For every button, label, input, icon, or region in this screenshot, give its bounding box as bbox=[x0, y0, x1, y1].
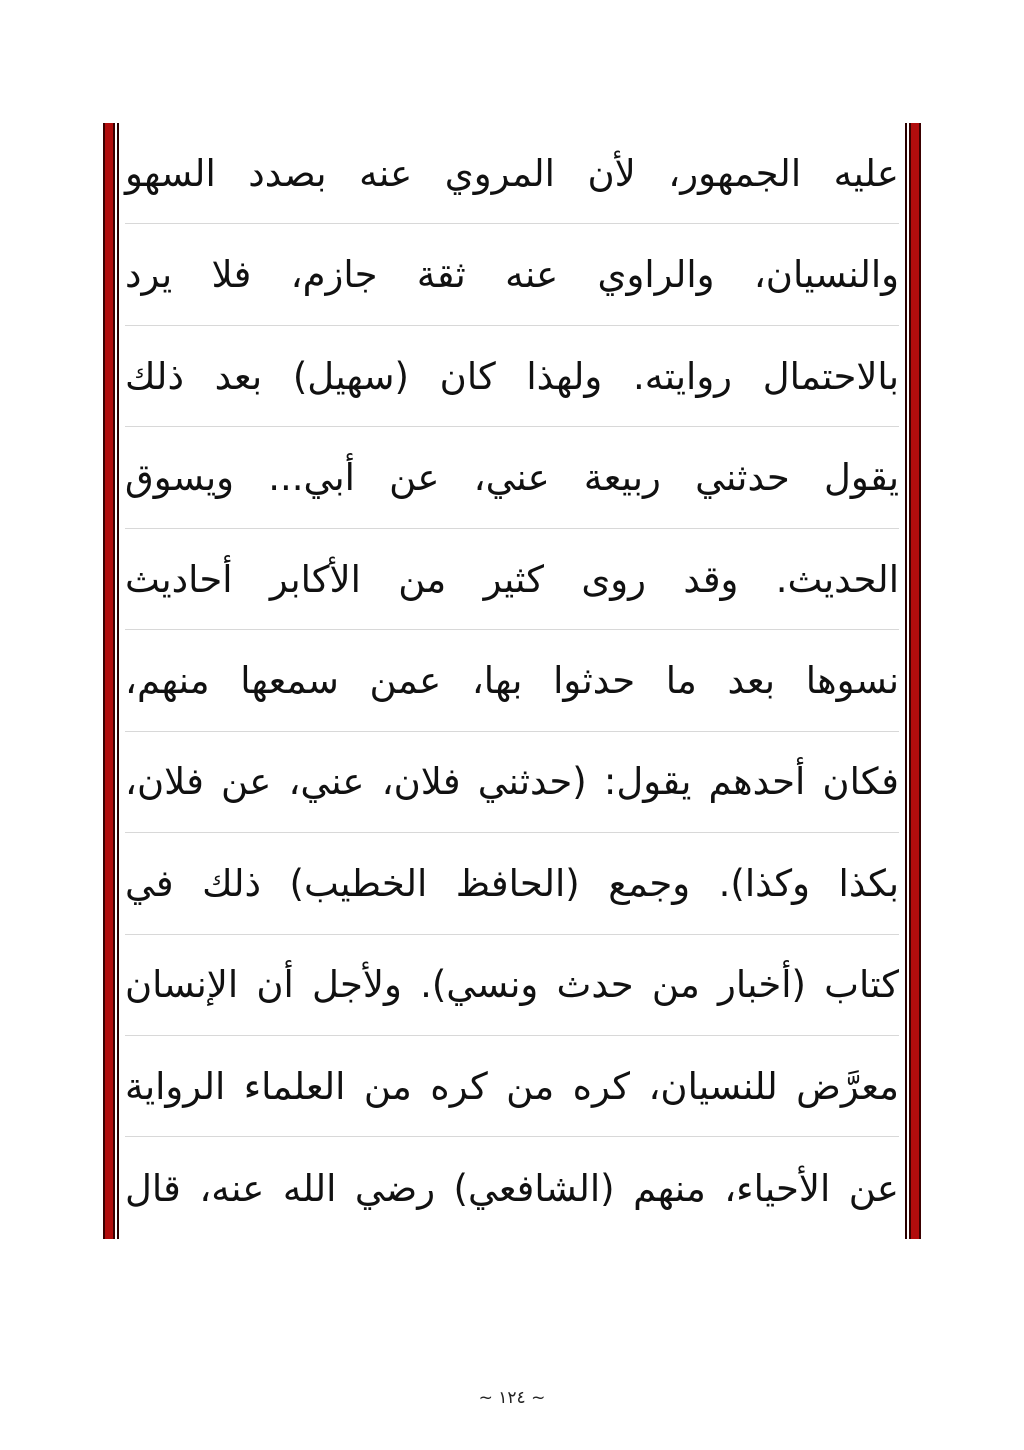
text-line bbox=[125, 630, 899, 731]
text-body bbox=[125, 123, 899, 1239]
text-line bbox=[125, 529, 899, 630]
text-line bbox=[125, 427, 899, 528]
right-red-border bbox=[909, 123, 921, 1239]
text-line-content: بالاحتمال روايته. ولهذا كان (سهيل) بعد ذلك bbox=[125, 354, 899, 398]
page-frame bbox=[103, 123, 921, 1239]
text-line bbox=[125, 833, 899, 934]
text-line-content: بكذا وكذا). وجمع (الحافظ الخطيب) ذلك في bbox=[125, 861, 899, 905]
text-line-content: معرَّض للنسيان، كره من كره من العلماء الرواية bbox=[125, 1064, 899, 1108]
text-line bbox=[125, 123, 899, 224]
text-line-content: والنسيان، والراوي عنه ثقة جازم، فلا يرد bbox=[125, 253, 899, 297]
text-line bbox=[125, 326, 899, 427]
text-line-content: يقول حدثني ربيعة عني، عن أبي... ويسوق bbox=[125, 456, 899, 500]
text-line bbox=[125, 224, 899, 325]
text-line bbox=[125, 732, 899, 833]
text-line-content: نسوها بعد ما حدثوا بها، عمن سمعها منهم، bbox=[125, 658, 899, 702]
page-number: ~ ١٢٤ ~ bbox=[478, 1388, 546, 1408]
text-line-content: عن الأحياء، منهم (الشافعي) رضي الله عنه، قال bbox=[125, 1166, 899, 1210]
text-line bbox=[125, 935, 899, 1036]
text-line bbox=[125, 1138, 899, 1239]
text-line-content: الحديث. وقد روى كثير من الأكابر أحاديث bbox=[125, 557, 899, 601]
text-line-content: كتاب (أخبار من حدث ونسي). ولأجل أن الإنسان bbox=[125, 963, 899, 1007]
left-red-border bbox=[103, 123, 115, 1239]
text-line-content: عليه الجمهور، لأن المروي عنه بصدد السهو bbox=[125, 151, 899, 195]
text-line bbox=[125, 1036, 899, 1137]
text-line-content: فكان أحدهم يقول: (حدثني فلان، عني، عن فلان، bbox=[125, 760, 899, 804]
